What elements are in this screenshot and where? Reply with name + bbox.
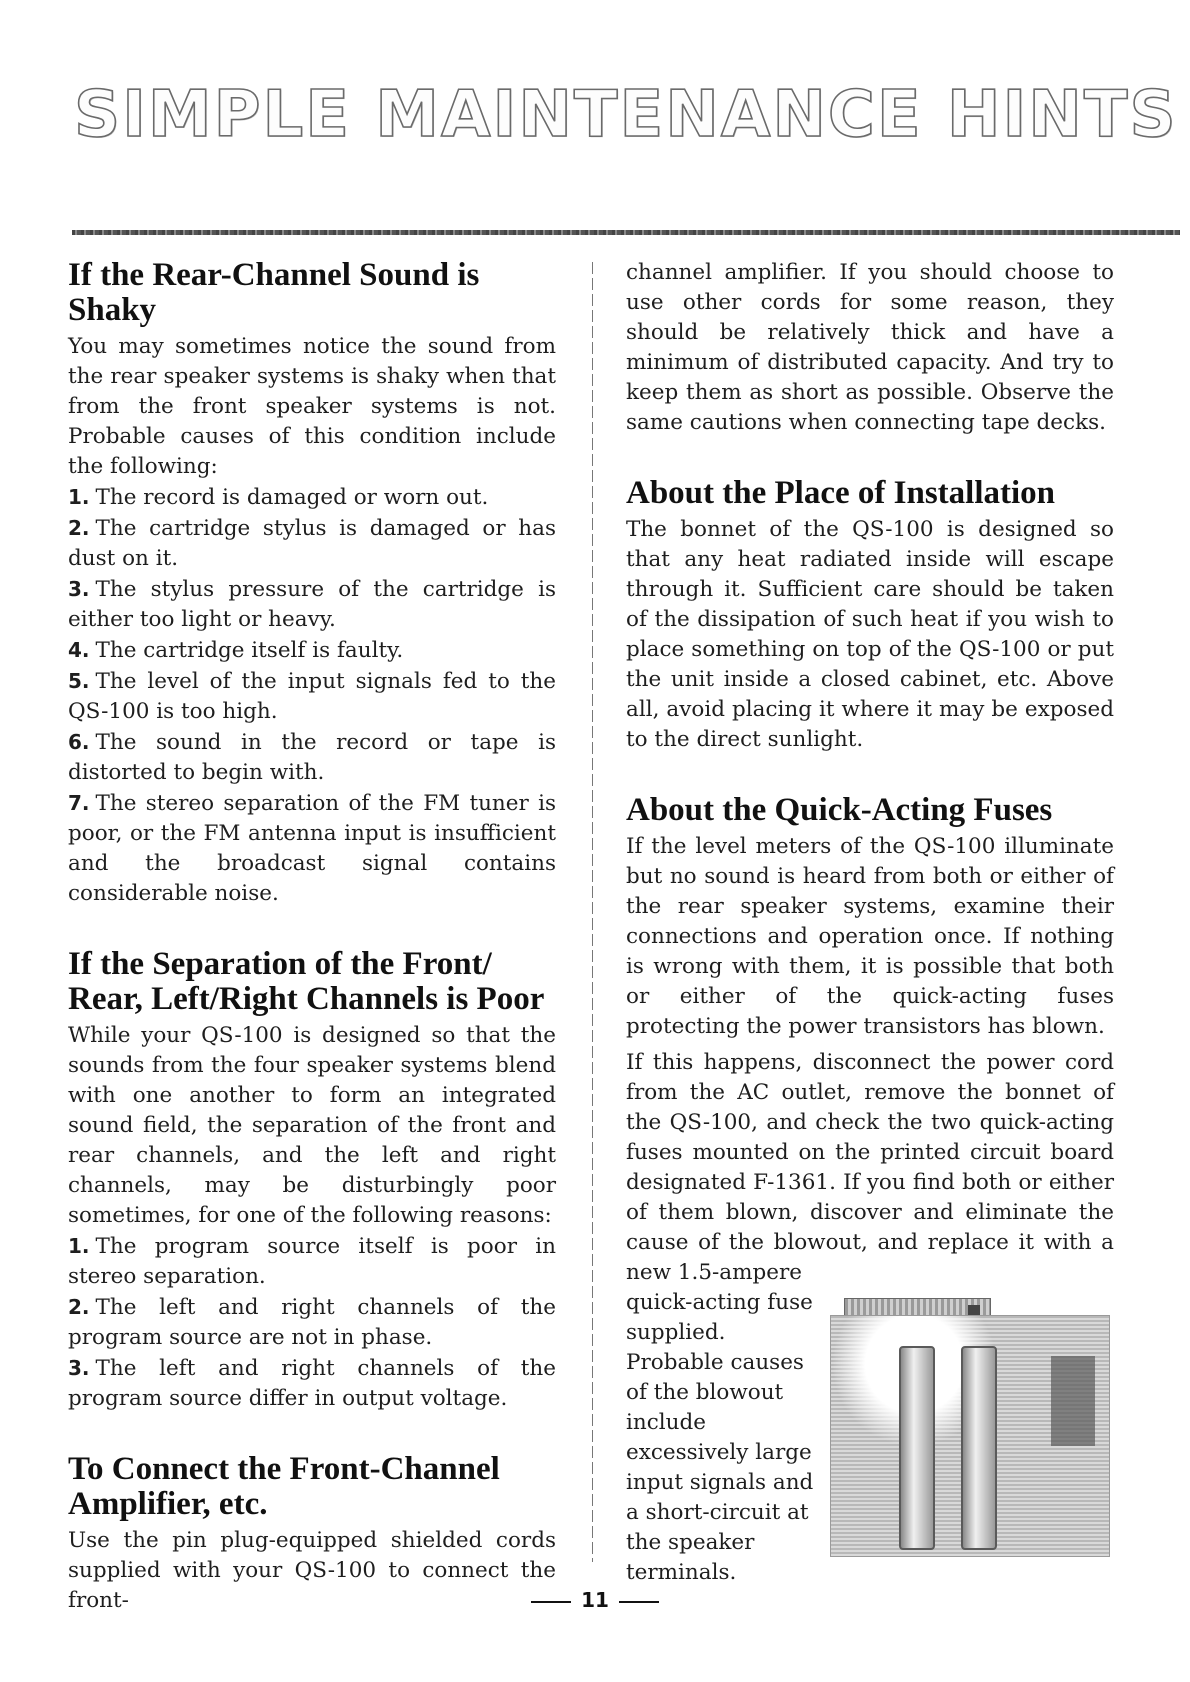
list-item: 2. The left and right channels of the program source are not in phase.	[68, 1295, 556, 1350]
heading-installation: About the Place of Installation	[626, 475, 1055, 511]
top-divider	[72, 230, 1180, 235]
continuation-text: channel amplifier. If you should choose to use other cords for some reason, they should be relatively thick and have a minimum of distributed capacity. And try to keep them as short as possible. Observe the same cautions when connecting tape decks.	[626, 260, 1114, 435]
page-number: 11	[0, 1588, 1190, 1612]
separation-intro: While your QS-100 is designed so that the sounds from the four speaker systems blend with one another to form an integrated sound field, the separation of the front and rear channels, and the left and right channels, may be disturbingly poor sometimes, for one of the following reasons:	[68, 1023, 556, 1228]
section-rear-shaky	[68, 258, 556, 909]
column-divider	[592, 262, 593, 1562]
fuse-photo-1	[899, 1346, 935, 1550]
fuses-para-2: If this happens, disconnect the power cord from the AC outlet, remove the bonnet of the QS-100, and check the two quick-acting fuses mounted on the printed circuit board designated F-1361. If you find both or either of them blown, discover and eliminate the cause of the blowout, and replace it with a new 1.5-ampere	[626, 1050, 1114, 1285]
list-item: 2. The cartridge stylus is damaged or has dust on it.	[68, 516, 556, 571]
section-separation	[68, 947, 556, 1414]
installation-text: The bonnet of the QS-100 is designed so that any heat radiated inside will escape through it. Sufficient care should be taken of the dissipation of such heat if you wish to place something on top of the QS-100 or put the unit inside a closed cabinet, etc. Above all, avoid placing it where it may be exposed to the direct sunlight.	[626, 517, 1114, 752]
list-item: 3. The left and right channels of the program source differ in output voltage.	[68, 1356, 556, 1411]
list-item: 4. The cartridge itself is faulty.	[68, 638, 404, 663]
circuit-board-photo	[830, 1315, 1110, 1557]
section-installation	[626, 476, 1114, 755]
list-item: 1. The program source itself is poor in stereo separation.	[68, 1234, 556, 1289]
section-continuation	[626, 258, 1114, 438]
fuse-photo-2	[961, 1346, 997, 1550]
fuses-para-1: If the level meters of the QS-100 illuminate but no sound is heard from both or either of the rear speaker systems, examine their connections and operation once. If nothing is wrong with them, it is possible that both or either of the quick-acting fuses protecting the power transistors has blown.	[626, 834, 1114, 1039]
left-column	[68, 258, 556, 1654]
fuses-para-3: quick-acting fuse supplied. Probable causes of the blowout include excessively large input signals and a short-circuit at the speaker terminals.	[626, 1290, 814, 1585]
heading-fuses: About the Quick-Acting Fuses	[626, 792, 1053, 828]
list-item: 6. The sound in the record or tape is distorted to begin with.	[68, 730, 556, 785]
page-title: SIMPLE MAINTENANCE HINTS	[74, 78, 1178, 152]
list-item: 3. The stylus pressure of the cartridge is either too light or heavy.	[68, 577, 556, 632]
front-channel-text: Use the pin plug-equipped shielded cords supplied with your QS-100 to connect the front-	[68, 1528, 556, 1613]
component-photo	[1051, 1356, 1095, 1446]
list-item: 1. The record is damaged or worn out.	[68, 485, 489, 510]
heading-front-channel: To Connect the Front-Channel Amplifier, etc.	[68, 1451, 500, 1522]
rear-shaky-intro: You may sometimes notice the sound from the rear speaker systems is shaky when that from the front speaker systems is not. Probable causes of this condition include the following:	[68, 334, 556, 479]
list-item: 7. The stereo separation of the FM tuner is poor, or the FM antenna input is insufficient and the broadcast signal contains considerable noise.	[68, 791, 556, 906]
heading-rear-shaky: If the Rear-Channel Sound is Shaky	[68, 257, 480, 328]
list-item: 5. The level of the input signals fed to the QS-100 is too high.	[68, 669, 556, 724]
heading-separation: If the Separation of the Front/ Rear, Left/Right Channels is Poor	[68, 946, 545, 1017]
